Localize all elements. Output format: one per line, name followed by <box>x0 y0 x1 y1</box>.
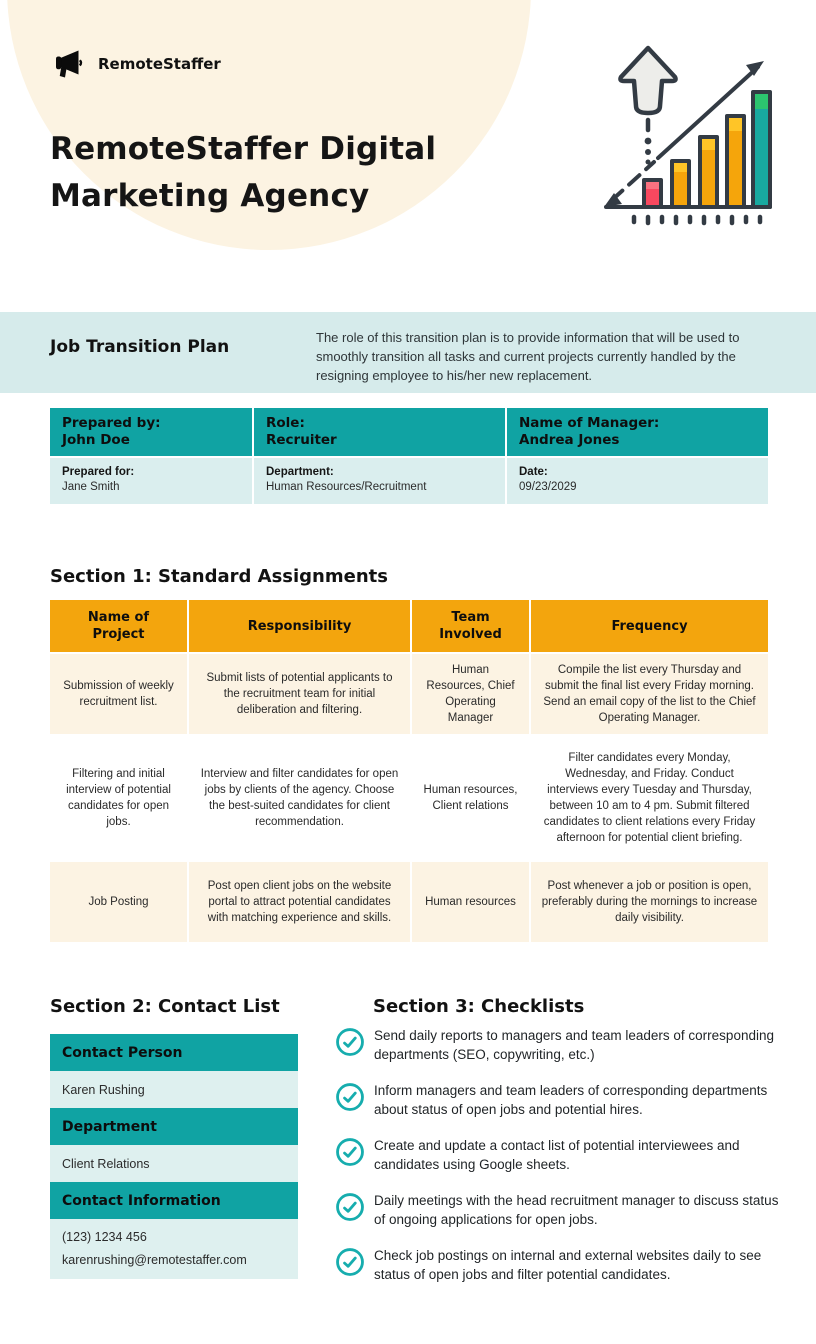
meta-value: Jane Smith <box>62 481 120 493</box>
checklist-text: Daily meetings with the head recruitment manager to discuss status of ongoing applications for open jobs. <box>374 1193 779 1227</box>
meta-cell-prepared-by <box>50 408 252 456</box>
section3-heading: Section 3: Checklists <box>373 996 585 1017</box>
brand-logo <box>50 46 221 82</box>
checklist-item <box>335 1191 787 1229</box>
department-header: Department <box>50 1108 298 1145</box>
check-circle-icon <box>335 1192 365 1227</box>
megaphone-icon <box>50 46 86 82</box>
meta-cell-date <box>507 458 768 504</box>
checklist-text: Send daily reports to managers and team leaders of corresponding departments (SEO, copywriting, etc.) <box>374 1028 774 1062</box>
checklist-item <box>335 1026 787 1064</box>
meta-value: 09/23/2029 <box>519 481 577 493</box>
table-cell: Submission of weekly recruitment list. <box>50 654 187 734</box>
table-cell: Post open client jobs on the website portal to attract potential candidates with matching experience and skills. <box>189 862 410 942</box>
checklist-text: Create and update a contact list of potential interviewees and candidates using Google sheets. <box>374 1138 740 1172</box>
checklist-item <box>335 1136 787 1174</box>
section2-heading: Section 2: Contact List <box>50 996 280 1017</box>
meta-cell-prepared-for <box>50 458 252 504</box>
column-header: Responsibility <box>189 600 410 652</box>
meta-value: Human Resources/Recruitment <box>266 481 427 493</box>
table-cell: Interview and filter candidates for open jobs by clients of the agency. Choose the best-suited candidates for client recommendation. <box>189 736 410 860</box>
meta-value: John Doe <box>62 432 130 448</box>
meta-value: Recruiter <box>266 432 337 448</box>
column-header: Team Involved <box>412 600 529 652</box>
table-cell: Filter candidates every Monday, Wednesday, and Friday. Conduct interviews every Tuesday and Thursday, between 10 am to 4 pm. Submit filtered candidates to client relations every Friday afternoon for potential client briefing. <box>531 736 768 860</box>
phone-number: (123) 1234 456 <box>62 1230 147 1244</box>
meta-cell-manager <box>507 408 768 456</box>
intro-body: The role of this transition plan is to provide information that will be used to smoothly transition all tasks and current projects currently handled by the resigning employee to his/her new replacement. <box>316 330 740 383</box>
table-cell: Filtering and initial interview of potential candidates for open jobs. <box>50 736 187 860</box>
meta-label: Prepared for: <box>62 466 135 478</box>
contact-person-header: Contact Person <box>50 1034 298 1071</box>
table-cell: Post whenever a job or position is open, preferably during the mornings to increase daily visibility. <box>531 862 768 942</box>
department-value: Client Relations <box>50 1145 298 1182</box>
column-header: Frequency <box>531 600 768 652</box>
intro-band <box>0 312 816 393</box>
check-circle-icon <box>335 1247 365 1282</box>
assignments-table <box>50 600 768 942</box>
page-title: RemoteStaffer Digital Marketing Agency <box>50 131 437 214</box>
check-circle-icon <box>335 1027 365 1062</box>
meta-label: Role: <box>266 415 305 431</box>
check-circle-icon <box>335 1082 365 1117</box>
intro-heading: Job Transition Plan <box>50 337 230 357</box>
meta-cell-department <box>254 458 505 504</box>
meta-cell-role <box>254 408 505 456</box>
growth-chart-illustration <box>596 34 776 243</box>
table-cell: Compile the list every Thursday and submit the final list every Friday morning. Send an email copy of the list to the Chief Operating Manager. <box>531 654 768 734</box>
meta-label: Prepared by: <box>62 415 161 431</box>
email-address: karenrushing@remotestaffer.com <box>62 1253 247 1267</box>
section1-heading: Section 1: Standard Assignments <box>50 566 388 587</box>
column-header: Name of Project <box>50 600 187 652</box>
brand-name: RemoteStaffer <box>98 55 221 73</box>
table-cell: Human Resources, Chief Operating Manager <box>412 654 529 734</box>
contact-info-header: Contact Information <box>50 1182 298 1219</box>
table-cell: Submit lists of potential applicants to the recruitment team for initial deliberation and filtering. <box>189 654 410 734</box>
checklist-text: Check job postings on internal and external websites daily to see status of open jobs and filter potential candidates. <box>374 1248 762 1282</box>
table-cell: Job Posting <box>50 862 187 942</box>
check-circle-icon <box>335 1137 365 1172</box>
checklist-item <box>335 1246 787 1284</box>
checklist-item <box>335 1081 787 1119</box>
table-cell: Human resources <box>412 862 529 942</box>
table-cell: Human resources, Client relations <box>412 736 529 860</box>
meta-label: Date: <box>519 466 548 478</box>
meta-label: Name of Manager: <box>519 415 660 431</box>
contact-person-value: Karen Rushing <box>50 1071 298 1108</box>
checklist <box>335 1026 787 1301</box>
meta-value: Andrea Jones <box>519 432 620 448</box>
checklist-text: Inform managers and team leaders of corresponding departments about status of open jobs and potential hires. <box>374 1083 768 1117</box>
contact-info-values <box>50 1219 298 1279</box>
contact-list <box>50 1034 298 1279</box>
meta-table <box>50 408 768 504</box>
meta-label: Department: <box>266 466 334 478</box>
